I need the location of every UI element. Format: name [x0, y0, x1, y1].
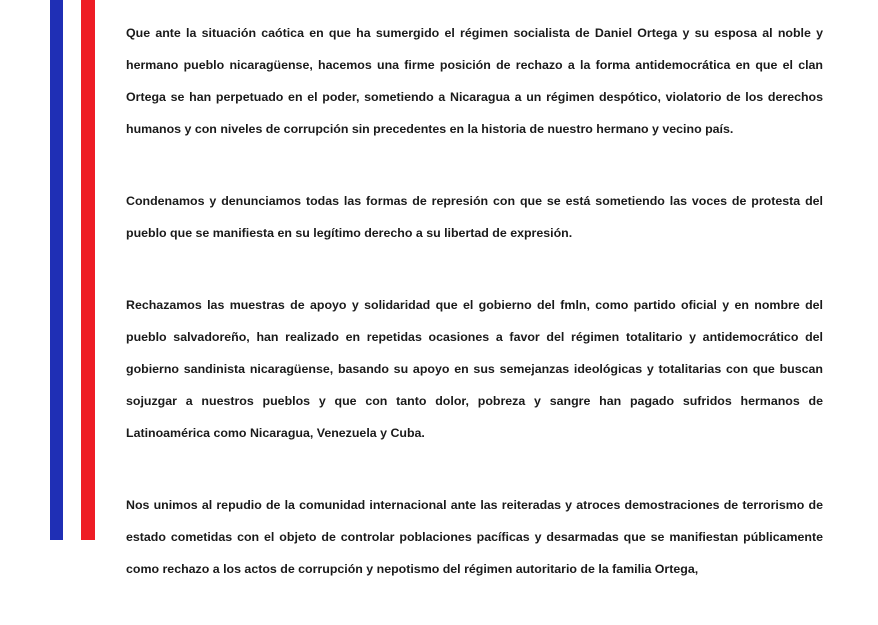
flag-stripe-red	[81, 0, 95, 540]
paragraph-state-terrorism: Nos unimos al repudio de la comunidad internacional ante las reiteradas y atroces demostraciones de terrorismo de estado cometidas con el objeto de controlar poblaciones pacíficas y desarmadas que se manifiestan públicamente como rechazo a los actos de corrupción y nepotismo del régimen autoritario de la familia Ortega,	[126, 498, 823, 576]
flag-stripe-white	[63, 0, 81, 540]
flag-stripe-blue	[50, 0, 63, 540]
paragraph-fmln-support: Rechazamos las muestras de apoyo y solidaridad que el gobierno del fmln, como partido oficial y en nombre del pueblo salvadoreño, han realizado en repetidas ocasiones a favor del régimen totalitario y antidemocrático del gobierno sandinista nicaragüense, basando su apoyo en sus semejanzas ideológicas y totalitarias con que buscan sojuzgar a nuestros pueblos y que con tanto dolor, pobreza y sangre han pagado sufridos hermanos de Latinoamérica como Nicaragua, Venezuela y Cuba.	[126, 298, 823, 440]
statement-body	[126, 17, 823, 625]
paragraph-repression: Condenamos y denunciamos todas las formas de represión con que se está sometiendo las voces de protesta del pueblo que se manifiesta en su legítimo derecho a su libertad de expresión.	[126, 194, 823, 240]
paragraph-ortega-regime: Que ante la situación caótica en que ha sumergido el régimen socialista de Daniel Ortega y su esposa al noble y hermano pueblo nicaragüense, hacemos una firme posición de rechazo a la forma antidemocrática en que el clan Ortega se han perpetuado en el poder, sometiendo a Nicaragua a un régimen despótico, violatorio de los derechos humanos y con niveles de corrupción sin precedentes en la historia de nuestro hermano y vecino país.	[126, 26, 823, 136]
